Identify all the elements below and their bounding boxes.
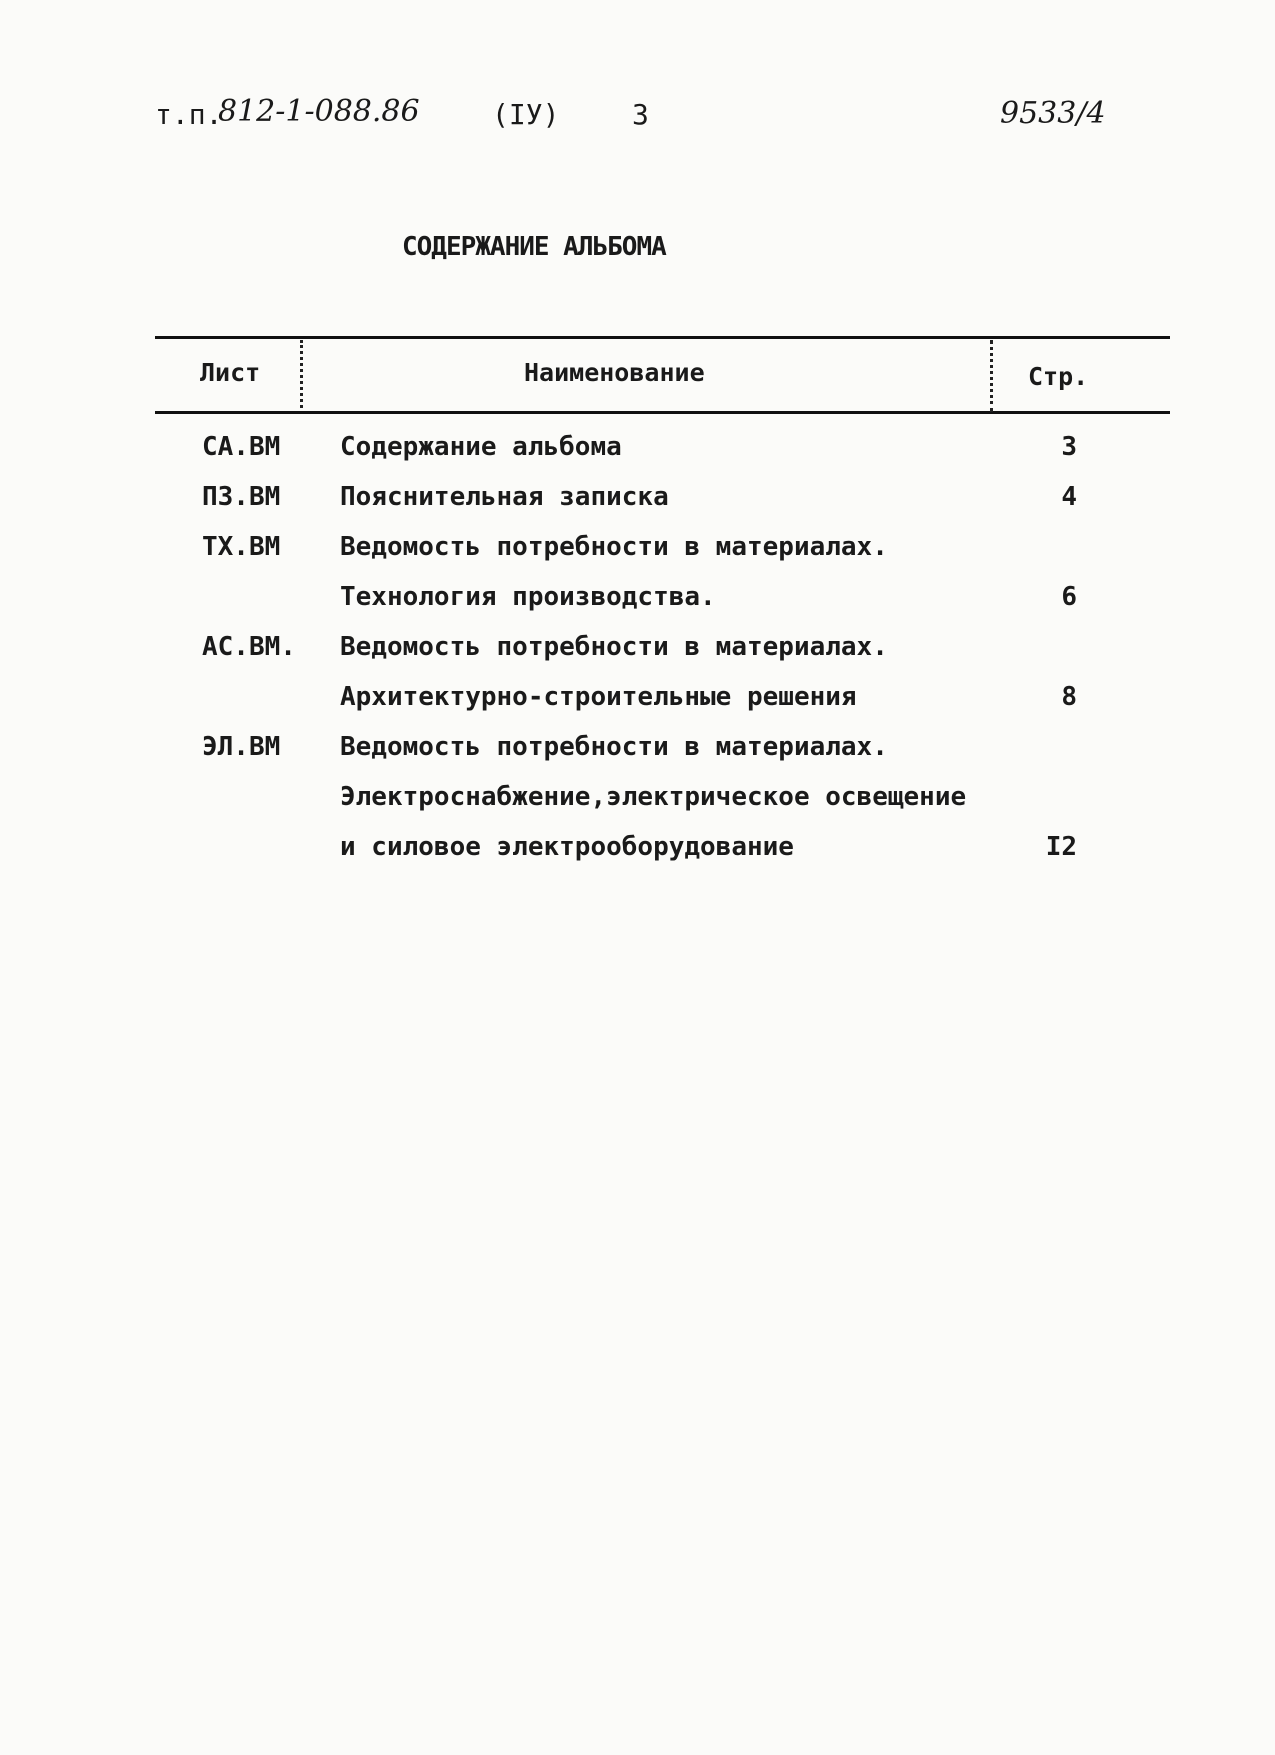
table-row [0, 432, 1275, 482]
sheet-code: СА.ВМ [202, 432, 281, 462]
table-row [0, 582, 1275, 632]
item-page: I2 [1045, 832, 1077, 862]
item-name: Ведомость потребности в материалах. [340, 732, 888, 762]
header-prefix: т.п. [155, 98, 223, 131]
inventory-number: 9533/4 [1000, 96, 1106, 131]
page-title: СОДЕРЖАНИЕ АЛЬБОМА [402, 232, 666, 262]
item-name: Технология производства. [340, 582, 716, 612]
table-row [0, 682, 1275, 732]
item-name: Ведомость потребности в материалах. [340, 632, 888, 662]
table-row [0, 832, 1275, 882]
table-row [0, 482, 1275, 532]
item-name: Пояснительная записка [340, 482, 669, 512]
column-header-page: Стр. [1028, 362, 1089, 391]
item-name: Электроснабжение,электрическое освещение [340, 782, 967, 812]
item-page: 6 [1061, 582, 1077, 612]
column-header-sheet: Лист [200, 358, 261, 387]
volume-number: (IУ) [492, 98, 560, 131]
item-page: 8 [1061, 682, 1077, 712]
table-row [0, 732, 1275, 782]
item-page: 3 [1061, 432, 1077, 462]
column-header-name: Наименование [524, 358, 705, 387]
table-row [0, 632, 1275, 682]
item-page: 4 [1061, 482, 1077, 512]
sheet-code: АС.ВМ. [202, 632, 296, 662]
item-name: Ведомость потребности в материалах. [340, 532, 888, 562]
item-name: Содержание альбома [340, 432, 622, 462]
sheet-code: ПЗ.ВМ [202, 482, 281, 512]
table-top-rule [155, 336, 1170, 339]
table-header-rule [155, 411, 1170, 414]
sheet-code: ТХ.ВМ [202, 532, 281, 562]
column-divider [300, 340, 303, 408]
sheet-code: ЭЛ.ВМ [202, 732, 281, 762]
page-number: 3 [632, 98, 649, 131]
item-name: Архитектурно-строительные решения [340, 682, 857, 712]
table-row [0, 532, 1275, 582]
column-divider [990, 340, 993, 412]
item-name: и силовое электрооборудование [340, 832, 794, 862]
table-row [0, 782, 1275, 832]
project-number: 812-1-088.86 [218, 94, 420, 129]
